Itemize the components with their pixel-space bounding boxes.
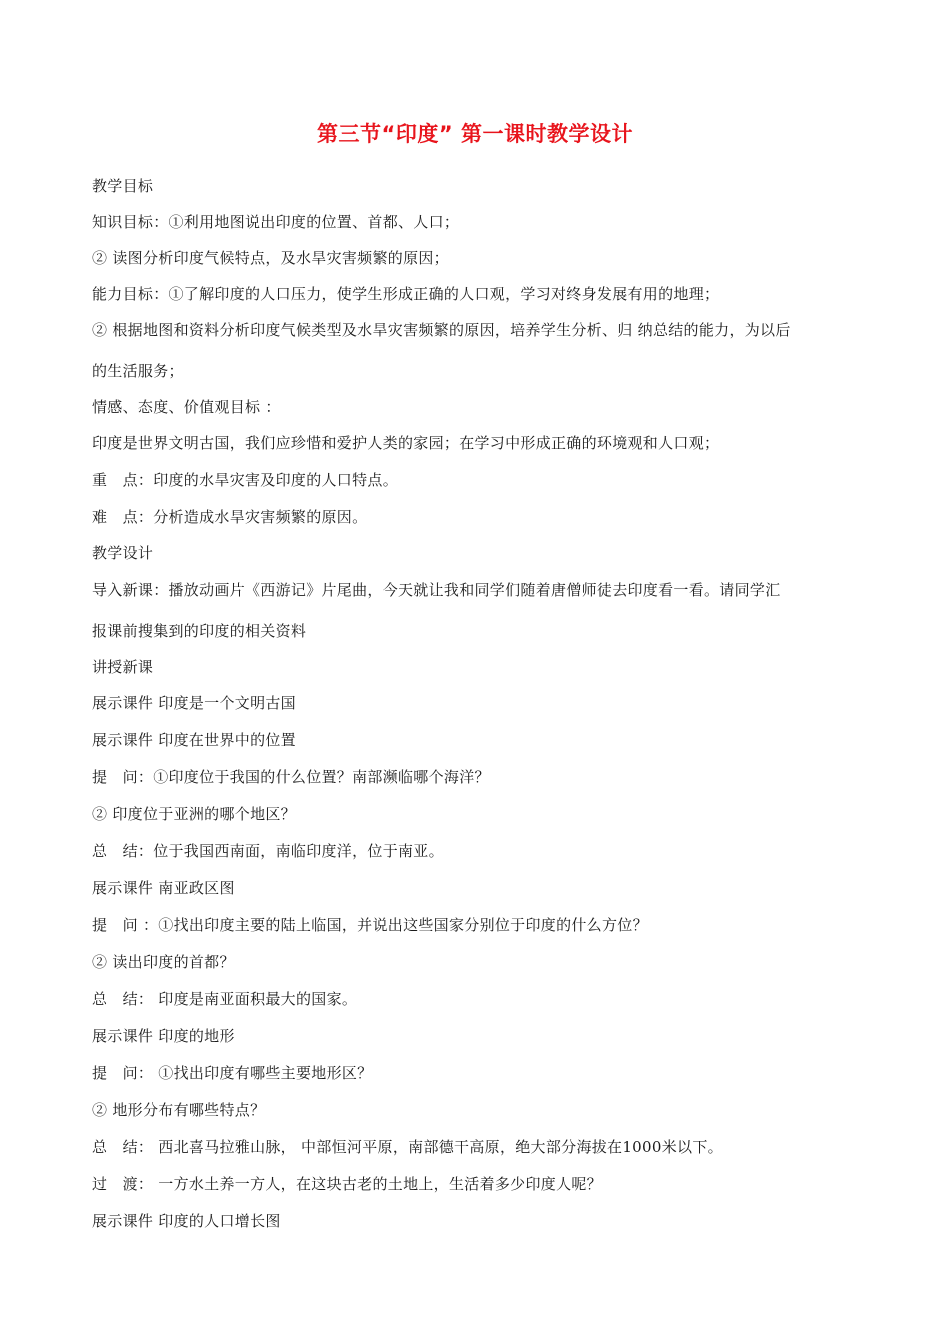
text-line: 总 结： 西北喜马拉雅山脉， 中部恒河平原，南部德干高原，绝大部分海拔在1000米以下。: [92, 1138, 723, 1156]
text-line: 印度是世界文明古国，我们应珍惜和爱护人类的家园；在学习中形成正确的环境观和人口观；: [92, 434, 720, 452]
text-line: 报课前搜集到的印度的相关资料: [92, 622, 307, 640]
text-line: 总 结： 印度是南亚面积最大的国家。: [92, 990, 358, 1008]
text-line: 难 点：分析造成水旱灾害频繁的原因。: [92, 508, 368, 526]
text-line: ② 地形分布有哪些特点？: [92, 1101, 266, 1119]
text-line: 展示课件 印度的地形: [92, 1027, 235, 1045]
text-line: 讲授新课: [92, 658, 154, 676]
text-line: 能力目标：①了解印度的人口压力，使学生形成正确的人口观，学习对终身发展有用的地理；: [92, 285, 720, 303]
text-line: 知识目标：①利用地图说出印度的位置、首都、人口；: [92, 213, 460, 231]
text-line: 过 渡： 一方水土养一方人，在这块古老的土地上，生活着多少印度人呢？: [92, 1175, 602, 1193]
text-line: 提 问： ①找出印度有哪些主要地形区？: [92, 1064, 373, 1082]
text-line: 展示课件 印度在世界中的位置: [92, 731, 296, 749]
text-line: ② 印度位于亚洲的哪个地区？: [92, 805, 296, 823]
text-line: 展示课件 南亚政区图: [92, 879, 235, 897]
text-line: ② 读出印度的首都？: [92, 953, 235, 971]
text-line: 教学设计: [92, 544, 154, 562]
text-line: 总 结：位于我国西南面，南临印度洋，位于南亚。: [92, 842, 444, 860]
text-line: 展示课件 印度是一个文明古国: [92, 694, 296, 712]
text-line: 提 问 ：①找出印度主要的陆上临国，并说出这些国家分别位于印度的什么方位？: [92, 916, 648, 934]
document-title: 第三节“印度” 第一课时教学设计: [317, 122, 633, 146]
text-line: 情感、态度、价值观目标 ：: [92, 398, 281, 416]
text-line: ② 根据地图和资料分析印度气候类型及水旱灾害频繁的原因，培养学生分析、归 纳总结的能力，为以后: [92, 321, 791, 339]
text-line: 的生活服务；: [92, 362, 184, 380]
text-line: 提 问：①印度位于我国的什么位置？南部濒临哪个海洋？: [92, 768, 490, 786]
text-line: 重 点：印度的水旱灾害及印度的人口特点。: [92, 471, 399, 489]
text-line: 教学目标: [92, 177, 154, 195]
text-line: 展示课件 印度的人口增长图: [92, 1212, 281, 1230]
text-line: 导入新课：播放动画片《西游记》片尾曲，今天就让我和同学们随着唐僧师徒去印度看一看。请同学汇: [92, 581, 781, 599]
text-line: ② 读图分析印度气候特点，及水旱灾害频繁的原因；: [92, 249, 449, 267]
